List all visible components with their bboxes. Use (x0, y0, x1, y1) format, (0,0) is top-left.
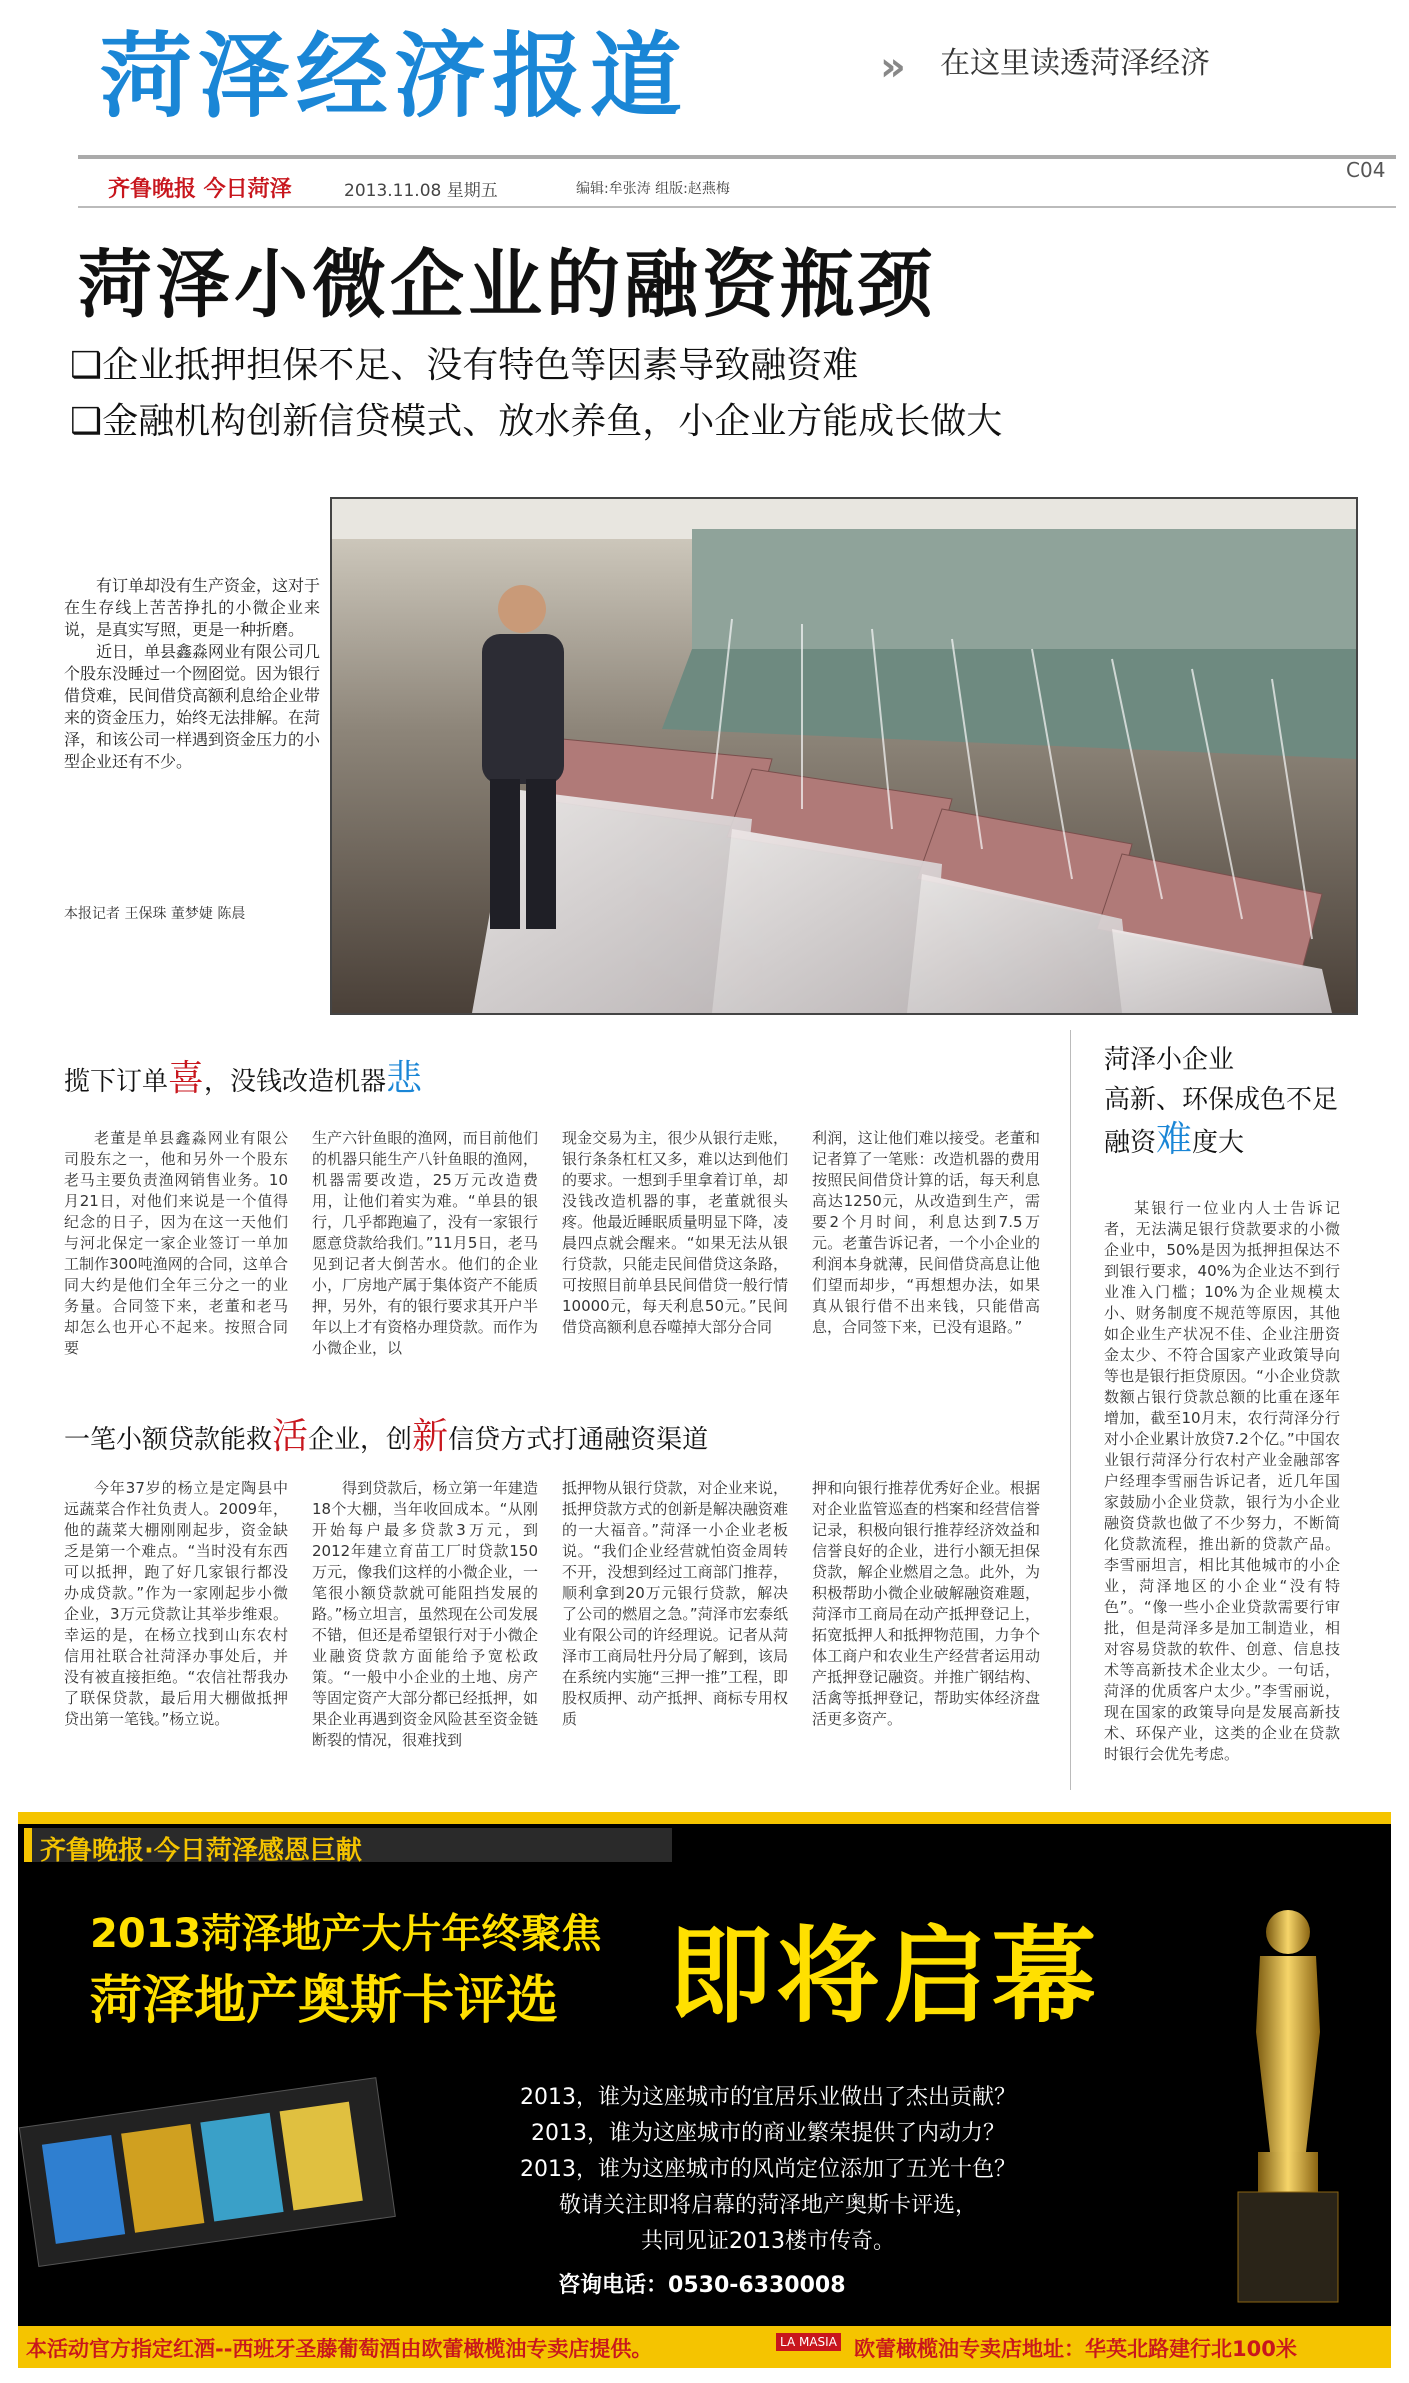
section1-column-2-text: 生产六针鱼眼的渔网，而目前他们的机器只能生产八针鱼眼的渔网，机器需要改造，25万元改造费用，让他们着实为难。“单县的银行，几乎都跑遍了，没有一家银行愿意贷款给我们。”11月5日，老马见到记者大倒苦水。他们的企业小，厂房地产属于集体资产不能质押，另外，有的银行要求其开户半年以上才有资格办理贷款。而作为小微企业，以 (312, 1129, 538, 1357)
section1-column-1-text: 老董是单县鑫淼网业有限公司股东之一，他和另外一个股东老马主要负责渔网销售业务。10月21日，对他们来说是一个值得纪念的日子，因为在这一天他们与河北保定一家企业签订一单加工制作300吨渔网的合同，这单合同大约是他们全年三分之一的业务量。合同签下来，老董和老马却怎么也开心不起来。按照合同要 (64, 1129, 288, 1357)
section2-column-3-text: 抵押物从银行贷款，对企业来说，抵押贷款方式的创新是解决融资难的一大福音。”菏泽一小企业老板说。“我们企业经营就怕资金周转不开，没想到经过工商部门推荐，顺利拿到20万元银行贷款，解决了公司的燃眉之急。”菏泽市宏泰纸业有限公司的许经理说。记者从菏泽市工商局牡丹分局了解到，该局在系统内实施“三押一推”工程，即股权质押、动产抵押、商标专用权质 (562, 1479, 788, 1728)
header-rule (78, 206, 1396, 208)
section1-heading-a: 揽下订单 (64, 1067, 169, 1097)
ad-contact-label: 咨询电话： (558, 2273, 669, 2298)
sidebar-divider (1070, 1030, 1071, 1790)
page-code: C04 (1346, 158, 1386, 182)
section1-heading (64, 1050, 422, 1101)
lead-paragraph-2: 近日，单县鑫淼网业有限公司几个股东没睡过一个囫囵觉。因为银行借贷难，民间借贷高额利息给企业带来的资金压力，始终无法排解。在菏泽，和该公司一样遇到资金压力的小型企业还有不少。 (64, 642, 321, 771)
sidebar-heading-line2: 高新、环保成色不足 (1104, 1085, 1339, 1115)
sidebar-heading (1104, 1040, 1338, 1163)
ad-question-1: 2013，谁为这座城市的宜居乐业做出了杰出贡献？ (520, 2085, 1016, 2110)
section2-column-4-text: 押和向银行推荐优秀好企业。根据对企业监管巡查的档案和经营信誉记录，积极向银行推荐经济效益和信誉良好的企业，进行小额无担保贷款，解企业燃眉之急。此外，为积极帮助小微企业破解融资难题，菏泽市工商局在动产抵押登记上，拓宽抵押人和抵押物范围，力争个体工商户和农业生产经营者运用动产抵押登记融资。并推广钢结构、活禽等抵押登记，帮助实体经济盘活更多资产。 (812, 1479, 1040, 1728)
sidebar-body-text: 某银行一位业内人士告诉记者，无法满足银行贷款要求的小微企业中，50%是因为抵押担保达不到银行要求，40%为企业达不到行业准入门槛；10%为企业规模太小、财务制度不规范等原因，其他如企业生产状况不佳、企业注册资金太少、不符合国家产业政策导向等也是银行拒贷原因。“小企业贷款数额占银行贷款总额的比重在逐年增加，截至10月末，农行菏泽分行对小企业累计放贷7.2个亿。”中国农业银行菏泽分行农村产业金融部客户经理李雪丽告诉记者，近几年国家鼓励小企业贷款，银行为小企业融资贷款也做了不少努力，不断简化贷款流程，推出新的贷款产品。李雪丽坦言，相比其他城市的小企业，菏泽地区的小企业“没有特色”。“像一些小企业贷款需要行审批，但是菏泽多是加工制造业，相对容易贷款的软件、创意、信息技术等高新技术企业太少。一句话，菏泽的优质客户太少。”李雪丽说，现在国家的政策导向是发展高新技术、环保产业，这类的企业在贷款时银行会优先考虑。 (1104, 1199, 1340, 1763)
ad-question-3: 2013，谁为这座城市的风尚定位添加了五光十色？ (520, 2157, 1016, 2182)
sidebar-heading-line3: 融资难度大 (1104, 1119, 1245, 1160)
ad-footer-right: 欧蕾橄榄油专卖店地址：华英北路建行北100米 (854, 2337, 1297, 2361)
ad-top-strip (18, 1812, 1391, 1824)
lead-paragraph-1: 有订单却没有生产资金，这对于在生存线上苦苦挣扎的小微企业来说，是真实写照，更是一种折磨。 (64, 576, 321, 639)
section1-column-4-text: 利润，这让他们难以接受。老董和记者算了一笔账：改造机器的费用按照民间借贷计算的话，每天利息高达1250元，从改造到生产，需要2个月时间，利息达到7.5万元。老董告诉记者，一个小企业的利润本身就薄，民间借贷高息让他们望而却步，“再想想办法，如果真从银行借不出来钱，只能借高息，合同签下来，已没有退路。” (812, 1129, 1040, 1336)
section2-column-3 (562, 1478, 788, 1730)
section1-heading-joy: 喜 (168, 1058, 205, 1099)
subheadline-2: ❑金融机构创新信贷模式、放水养鱼，小企业方能成长做大 (70, 401, 1003, 442)
ad-big-title: 即将启幕 (668, 1915, 1101, 2037)
ad-banner: 齐鲁晚报·今日菏泽感恩巨献 (40, 1836, 362, 1866)
ad-line-4: 敬请关注即将启幕的菏泽地产奥斯卡评选， (558, 2193, 977, 2218)
lead-text (64, 575, 320, 773)
section2-column-2 (312, 1478, 538, 1751)
ad-contact (558, 2268, 846, 2299)
sidebar-body (1104, 1198, 1340, 1765)
section1-column-4 (812, 1128, 1040, 1338)
section1-column-2 (312, 1128, 538, 1359)
newspaper-masthead: 菏泽经济报道 (100, 23, 689, 130)
section2-heading (64, 1408, 708, 1459)
sidebar-heading-difficult: 难 (1156, 1119, 1193, 1160)
ad-title-1: 2013菏泽地产大片年终聚焦 (90, 1911, 602, 1957)
section2-heading-new: 新 (412, 1416, 449, 1457)
ad-footer-left: 本活动官方指定红酒--西班牙圣藤葡萄酒由欧蕾橄榄油专卖店提供。 (26, 2337, 653, 2361)
section2-heading-a: 一笔小额贷款能救 (64, 1425, 273, 1455)
ad-contact-phone: 0530-6330008 (668, 2273, 846, 2298)
section1-heading-sorrow: 悲 (386, 1058, 423, 1099)
ad-questions (418, 2080, 1118, 2260)
advertisement (18, 1812, 1391, 2368)
subheadline-1: ❑企业抵押担保不足、没有特色等因素导致融资难 (70, 345, 859, 386)
top-rule (78, 155, 1396, 159)
ad-question-2: 2013，谁为这座城市的商业繁荣提供了内动力？ (531, 2121, 1005, 2146)
section2-column-4 (812, 1478, 1040, 1730)
brand-logo: 齐鲁晚报 今日菏泽 (108, 176, 292, 202)
editor-credit: 编辑:牟张涛 组版:赵燕梅 (576, 181, 730, 197)
section2-heading-alive: 活 (272, 1416, 309, 1457)
ad-title-2: 菏泽地产奥斯卡评选 (90, 1971, 559, 2031)
film-strip-graphic (18, 2062, 398, 2292)
issue-date: 2013.11.08 星期五 (344, 181, 498, 201)
section2-column-2-text: 得到贷款后，杨立第一年建造18个大棚，当年收回成本。“从刚开始每户最多贷款3万元，到2012年建立育苗工厂时贷款150万元，像我们这样的小微企业，一笔很小额贷款就可能阻挡发展的路。”杨立坦言，虽然现在公司发展不错，但还是希望银行对于小微企业融资贷款方面能给予宽松政策。“一般中小企业的土地、房产等固定资产大部分都已经抵押，如果企业再遇到资金风险甚至资金链断裂的情况，很难找到 (312, 1479, 538, 1749)
section1-heading-c: ，没钱改造机器 (204, 1067, 387, 1097)
ad-footer-logo: LA MASIA (776, 2333, 841, 2351)
factory-photo (330, 497, 1358, 1015)
section1-column-3 (562, 1128, 788, 1338)
page-headline: 菏泽小微企业的融资瓶颈 (78, 242, 936, 328)
section2-column-1-text: 今年37岁的杨立是定陶县中远蔬菜合作社负责人。2009年，他的蔬菜大棚刚刚起步，资金缺乏是第一个难点。“当时没有东西可以抵押，跑了好几家银行都没办成贷款。”作为一家刚起步小微企业，3万元贷款让其举步维艰。幸运的是，在杨立找到山东农村信用社联合社菏泽办事处后，并没有被直接拒绝。“农信社帮我办了联保贷款，最后用大棚做抵押贷出第一笔钱。”杨立说。 (64, 1479, 288, 1728)
section1-column-1 (64, 1128, 288, 1359)
section1-column-3-text: 现金交易为主，很少从银行走账，银行条条杠杠又多，难以达到他们的要求。一想到手里拿着订单，却没钱改造机器的事，老董就很头疼。他最近睡眠质量明显下降，凌晨四点就会醒来。“如果无法从银行贷款，只能走民间借贷这条路，可按照目前单县民间借贷一般行情10000元，每天利息50元。”民间借贷高额利息吞噬掉大部分合同 (562, 1129, 788, 1336)
section2-heading-e: 信贷方式打通融资渠道 (448, 1425, 709, 1455)
sidebar-heading-line1: 菏泽小企业 (1104, 1045, 1235, 1075)
chevron-icon: » (880, 44, 906, 90)
ad-line-5: 共同见证2013楼市传奇。 (641, 2229, 895, 2254)
loom-photo-illustration (332, 499, 1356, 1013)
masthead-slogan: 在这里读透菏泽经济 (940, 46, 1210, 81)
oscar-trophy-icon (1208, 1892, 1368, 2312)
section2-column-1 (64, 1478, 288, 1730)
reporter-byline: 本报记者 王保珠 董梦婕 陈晨 (64, 906, 246, 922)
section2-heading-c: 企业，创 (308, 1425, 413, 1455)
